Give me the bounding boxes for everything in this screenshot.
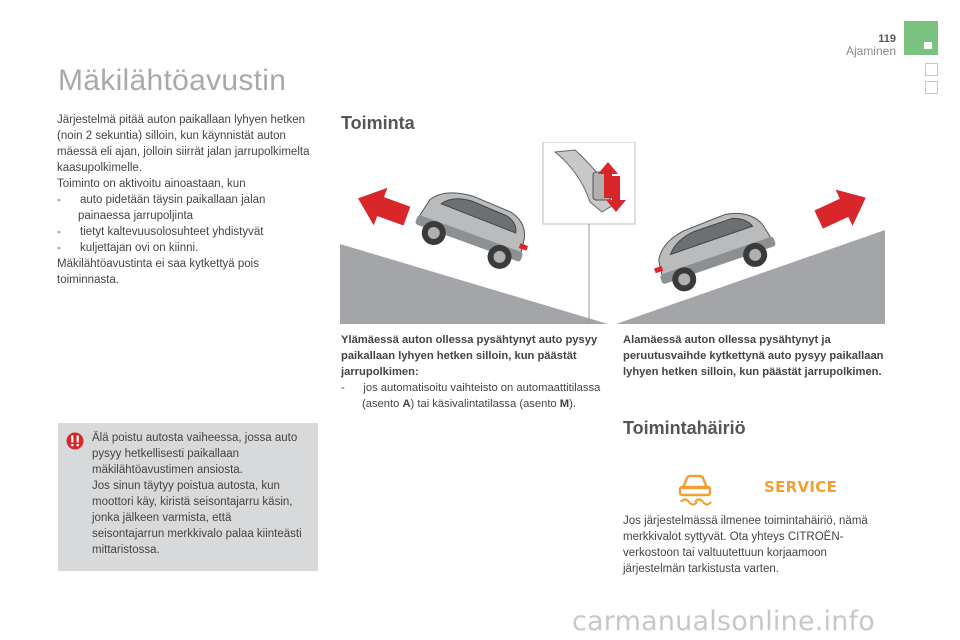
esp-skid-warning-lamp-icon: [675, 472, 715, 506]
service-warning-lamp: SERVICE: [764, 478, 838, 496]
downhill-scene: [616, 180, 885, 324]
chapter-tab-active[interactable]: [904, 21, 938, 55]
downhill-caption: Alamäessä auton ollessa pysähtynyt ja peruutusvaihde kytkettynä auto pysyy paikallaan lyhyen hetken silloin, kun päästät jarrupolkimen.: [623, 334, 884, 378]
warning-paragraph: Jos sinun täytyy poistua autosta, kun moottori käy, kiristä seisontajarru käsin, jonka jälkeen varmista, että seisontajarrun merkkivalo palaa kiinteästi mittaristossa.: [92, 480, 302, 556]
intro-paragraph: Mäkilähtöavustinta ei saa kytkettyä pois toiminnasta.: [57, 258, 259, 286]
exclamation-warning-icon: [66, 432, 84, 450]
fault-text: Jos järjestelmässä ilmenee toimintahäiriö, nämä merkkivalot syttyvät. Ota yhteys CITROËN-verkostoon tai valtuutettuun korjaamoon järjestelmän tarkistusta varten.: [623, 515, 868, 575]
section-name: Ajaminen: [845, 44, 896, 58]
intro-paragraph: Toiminto on aktivoitu ainoastaan, kun: [57, 178, 246, 190]
intro-text: [57, 112, 313, 288]
section-heading-fault: Toimintahäiriö: [623, 418, 746, 438]
warning-paragraph: Älä poistu autosta vaiheessa, jossa auto pysyy hetkellisesti paikallaan mäkilähtöavustimen ansiosta.: [92, 432, 298, 476]
uphill-caption: [341, 332, 603, 412]
warning-text: [92, 430, 304, 558]
chapter-tab[interactable]: [925, 81, 938, 94]
intro-paragraph: Järjestelmä pitää auton paikallaan lyhyen hetken (noin 2 sekuntia) silloin, kun käynnistät auton mäessä eli ajan, jolloin siirrät jalan jarrupolkimelta kaasupolkimelle.: [57, 114, 310, 174]
brake-pedal-inset: [543, 142, 635, 324]
hill-start-illustration: [340, 142, 885, 324]
page-title: Mäkilähtöavustin: [58, 64, 287, 97]
downhill-direction-arrow-icon: [810, 180, 874, 238]
section-heading-operation: Toiminta: [341, 113, 415, 133]
condition-item: - kuljettajan ovi on kiinni.: [57, 242, 199, 254]
chapter-tab[interactable]: [925, 63, 938, 76]
condition-item: - tietyt kaltevuusolosuhteet yhdistyvät: [57, 226, 264, 238]
condition-item: - auto pidetään täysin paikallaan jalan painaessa jarrupoljinta: [57, 194, 266, 222]
page-number: 119: [878, 33, 896, 45]
chapter-tab-marker-icon: [924, 42, 932, 49]
uphill-caption-text: Ylämäessä auton ollessa pysähtynyt auto pysyy paikallaan lyhyen hetken silloin, kun päästät jarrupolkimen:: [341, 334, 598, 378]
uphill-condition-item: - jos automatisoitu vaihteisto on automaattitilassa (asento A) tai käsivalintatilassa (asento M).: [341, 382, 601, 410]
watermark: carmanualsonline.info: [572, 606, 875, 637]
